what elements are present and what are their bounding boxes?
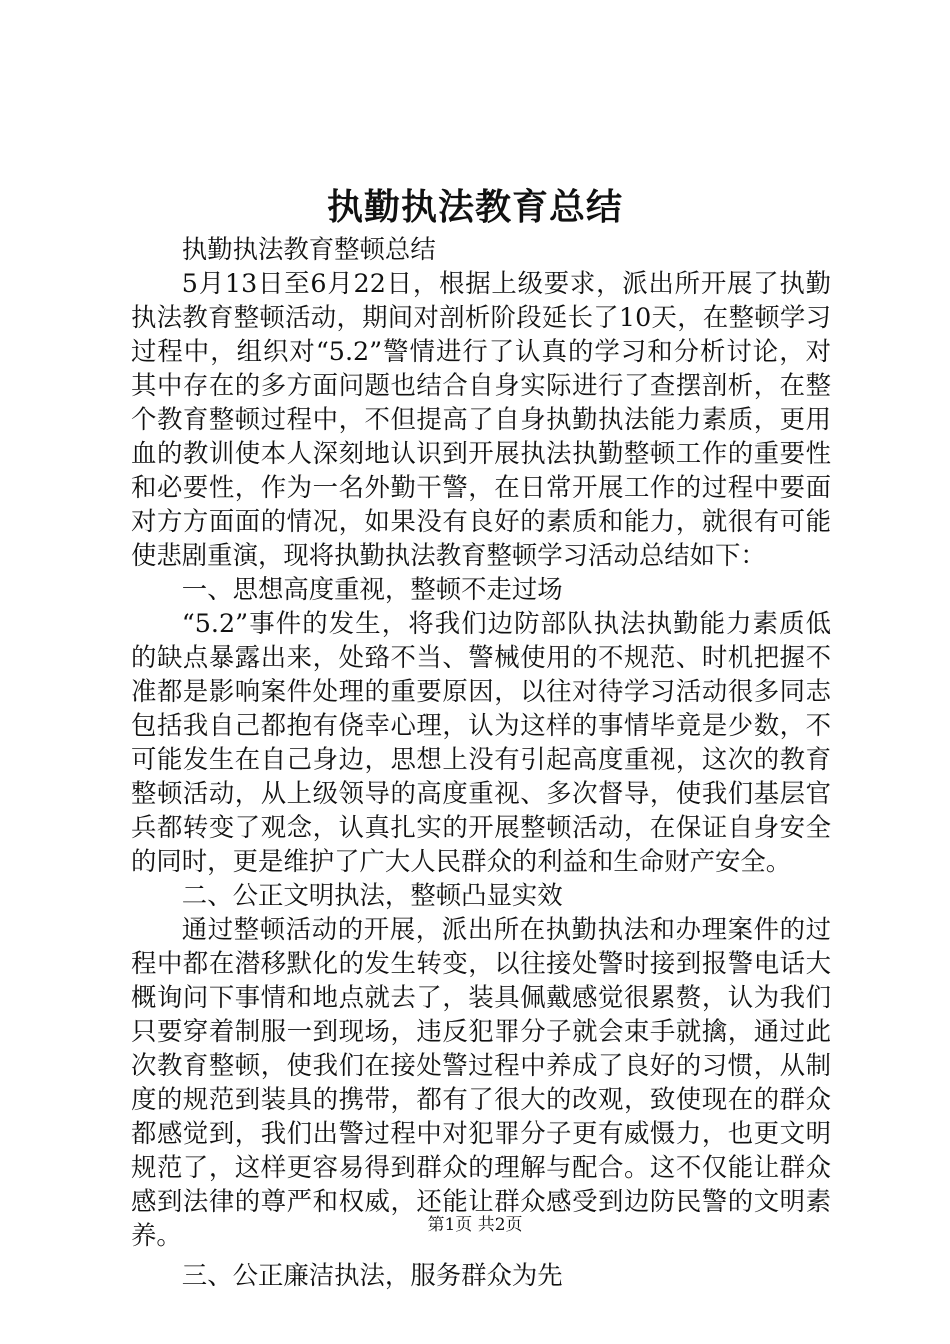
subtitle-paragraph: 执勤执法教育整顿总结 xyxy=(181,234,436,264)
intro-paragraph: 5月13日至6月22日，根据上级要求，派出所开展了执勤执法教育整顿活动，期间对剖析阶段延长了10天，在整顿学习过程中，组织对“5.2”警情进行了认真的学习和分析讨论，对其中存在的多方面问题也结合自身实际进行了查摆剖析，在整个教育整顿过程中，不但提高了自身执勤执法能力素质，更用血的教训使本人深刻地认识到开展执法执勤整顿工作的重要性和必要性，作为一名外勤干警，在日常开展工作的过程中要面对方方面面的情况，如果没有良好的素质和能力，就很有可能使悲剧重演，现将执勤执法教育整顿学习活动总结如下： xyxy=(131,268,831,570)
section-2-paragraph: 通过整顿活动的开展，派出所在执勤执法和办理案件的过程中都在潜移默化的发生转变，以往接处警时接到报警电话大概询问下事情和地点就去了，装具佩戴感觉很累赘，认为我们只要穿着制服一到现场，违反犯罪分子就会束手就擒，通过此次教育整顿，使我们在接处警过程中养成了良好的习惯，从制度的规范到装具的携带，都有了很大的改观，致使现在的群众都感觉到，我们出警过程中对犯罪分子更有威慑力，也更文明规范了，这样更容易得到群众的理解与配合。这不仅能让群众感到法律的尊严和权威，还能让群众感受到边防民警的文明素养。 xyxy=(131,914,831,1250)
section-1-paragraph: “5.2”事件的发生，将我们边防部队执法执勤能力素质低的缺点暴露出来，处臵不当、警械使用的不规范、时机把握不准都是影响案件处理的重要原因，以往对待学习活动很多同志包括我自己都抱有侥幸心理，认为这样的事情毕竟是少数，不可能发生在自己身边，思想上没有引起高度重视，这次的教育整顿活动，从上级领导的高度重视、多次督导，使我们基层官兵都转变了观念，认真扎实的开展整顿活动，在保证自身安全的同时，更是维护了广大人民群众的利益和生命财产安全。 xyxy=(131,608,831,876)
document-body xyxy=(131,232,831,1292)
section-heading-1: 一、思想高度重视，整顿不走过场 xyxy=(181,574,563,604)
section-heading-2: 二、公正文明执法，整顿凸显实效 xyxy=(181,880,563,910)
document-title: 执勤执法教育总结 xyxy=(326,187,623,228)
section-heading-3: 三、公正廉洁执法，服务群众为先 xyxy=(181,1260,563,1290)
page-footer: 第1页 共2页 xyxy=(427,1215,523,1235)
